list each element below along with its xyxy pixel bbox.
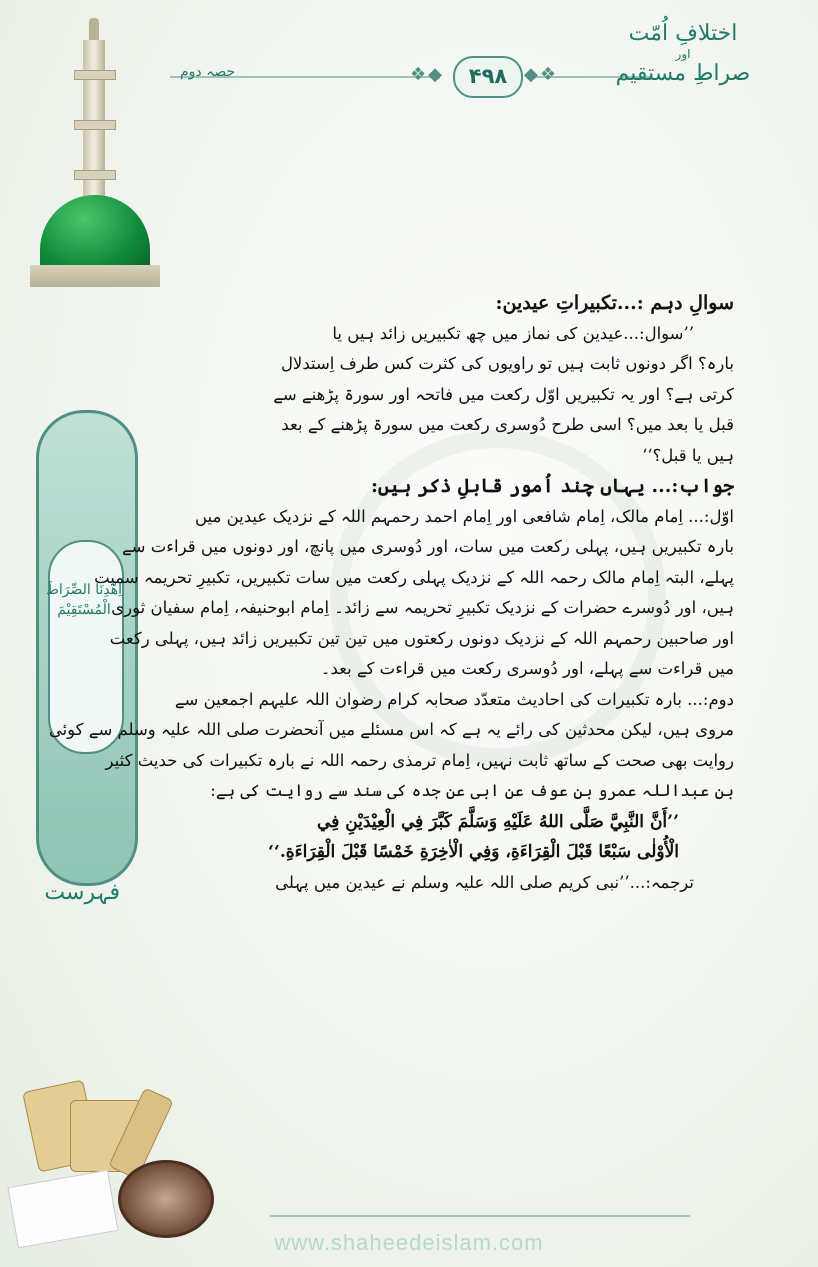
footer-rule <box>270 1215 690 1217</box>
minaret-balcony-icon <box>74 170 116 180</box>
second-point-line: دوم:... بارہ تکبیرات کی احادیث متعدّد صحابہ کرام رضوان اللہ علیہم اجمعین سے <box>174 689 734 709</box>
minaret-balcony-icon <box>74 120 116 130</box>
publisher-seal-icon <box>118 1160 214 1238</box>
site-url-link[interactable]: www.shaheedeislam.com <box>274 1230 544 1255</box>
question-line: ہیں یا قبل؟‘‘ <box>642 445 734 465</box>
page-number: ۴۹۸ <box>453 56 523 98</box>
first-point-line: میں قراءت سے پہلے، اور دُوسری رکعت میں قراءت کے بعد۔ <box>320 659 734 678</box>
question-line: قبل یا بعد میں؟ اسی طرح دُوسری رکعت میں سورۃ پڑھنے کے بعد <box>281 415 734 434</box>
arabic-hadith-line: الْأُوْلٰى سَبْعًا قَبْلَ الْقِرَاءَةِ، وَفِي الْاٰخِرَةِ خَمْسًا قَبْلَ الْقِرَاءَةِ.‘‘ <box>268 842 679 862</box>
second-point-line: مروی ہیں، لیکن محدثین کی رائے یہ ہے کہ اس مسئلے میں آنحضرت صلی اللہ علیہ وسلم سے کوئی <box>48 720 734 739</box>
minaret-balcony-icon <box>74 70 116 80</box>
index-link[interactable]: فہرست <box>44 880 120 905</box>
ornament-right-icon: ◆❖ <box>524 64 558 85</box>
answer-heading: جواب:... یہاں چند اُمور قابلِ ذکر ہیں: <box>370 475 734 497</box>
first-point-line: ہیں، اور دُوسرے حضرات کے نزدیک تکبیرِ تحریمہ سے زائد۔ اِمام ابوحنیفہ، اِمام سفیان ثوری <box>111 598 734 617</box>
book-title <box>608 20 758 88</box>
question-line: کرتی ہے؟ اور یہ تکبیریں اوّل رکعت میں فاتحہ اور سورۃ پڑھنے سے <box>273 384 734 404</box>
question-title: سوالِ دہم :...تکبیراتِ عیدین: <box>495 292 734 314</box>
book-title-line2: صراطِ مستقیم <box>615 61 751 86</box>
question-line: ’’سوال:...عیدین کی نماز میں چھ تکبیریں زائد ہیں یا <box>332 323 694 343</box>
second-point-line: روایت بھی صحت کے ساتھ ثابت نہیں، اِمام ترمذی رحمہ اللہ نے بارہ تکبیرات کی حدیث کثیر <box>105 750 734 770</box>
arabic-hadith-line: ’’أَنَّ النَّبِيَّ صَلَّى اللهُ عَلَيْهِ وَسَلَّمَ كَبَّرَ فِي الْعِيْدَيْنِ فِي <box>317 811 679 832</box>
first-point-line: پہلے، البتہ اِمام مالک رحمہ اللہ کے نزدیک پہلی رکعت میں سات تکبیریں، تکبیرِ تحریمہ سمیت <box>94 567 734 587</box>
second-point-line: بن عبداللہ عمرو بن عوف عن ابی عن جدہ کی سند سے روایت کی ہے: <box>210 781 734 800</box>
first-point-line: اوّل:... اِمام مالک، اِمام شافعی اور اِمام احمد رحمہم اللہ کے نزدیک عیدین میں <box>195 506 734 526</box>
medallion-text-line2: الْمُسْتَقِیْمَ <box>57 602 111 618</box>
book-title-join: اور <box>675 47 691 61</box>
translation-line: ترجمہ:...’’نبی کریم صلی اللہ علیہ وسلم نے عیدین میں پہلی <box>275 872 694 892</box>
dome-base-icon <box>30 265 160 287</box>
question-line: بارہ؟ اگر دونوں ثابت ہیں تو راویوں کی کثرت کس طرف اِستدلال <box>280 354 734 373</box>
book-title-line1: اختلافِ اُمّت <box>628 21 738 46</box>
first-point-line: بارہ تکبیریں ہیں، پہلی رکعت میں سات، اور دُوسری میں پانچ، اور دونوں میں قراءت سے <box>122 537 734 556</box>
first-point-line: اور صاحبین رحمہم اللہ کے نزدیک دونوں رکعتوں میں تین تین تکبیریں زائد ہیں، پہلی رکعت <box>109 628 734 648</box>
ornament-left-icon: ❖◆ <box>410 64 444 85</box>
section-label: حصہ دوم <box>180 64 236 80</box>
medallion-text-line1: اِھْدِنَا الصِّرَاطَ <box>45 582 123 598</box>
